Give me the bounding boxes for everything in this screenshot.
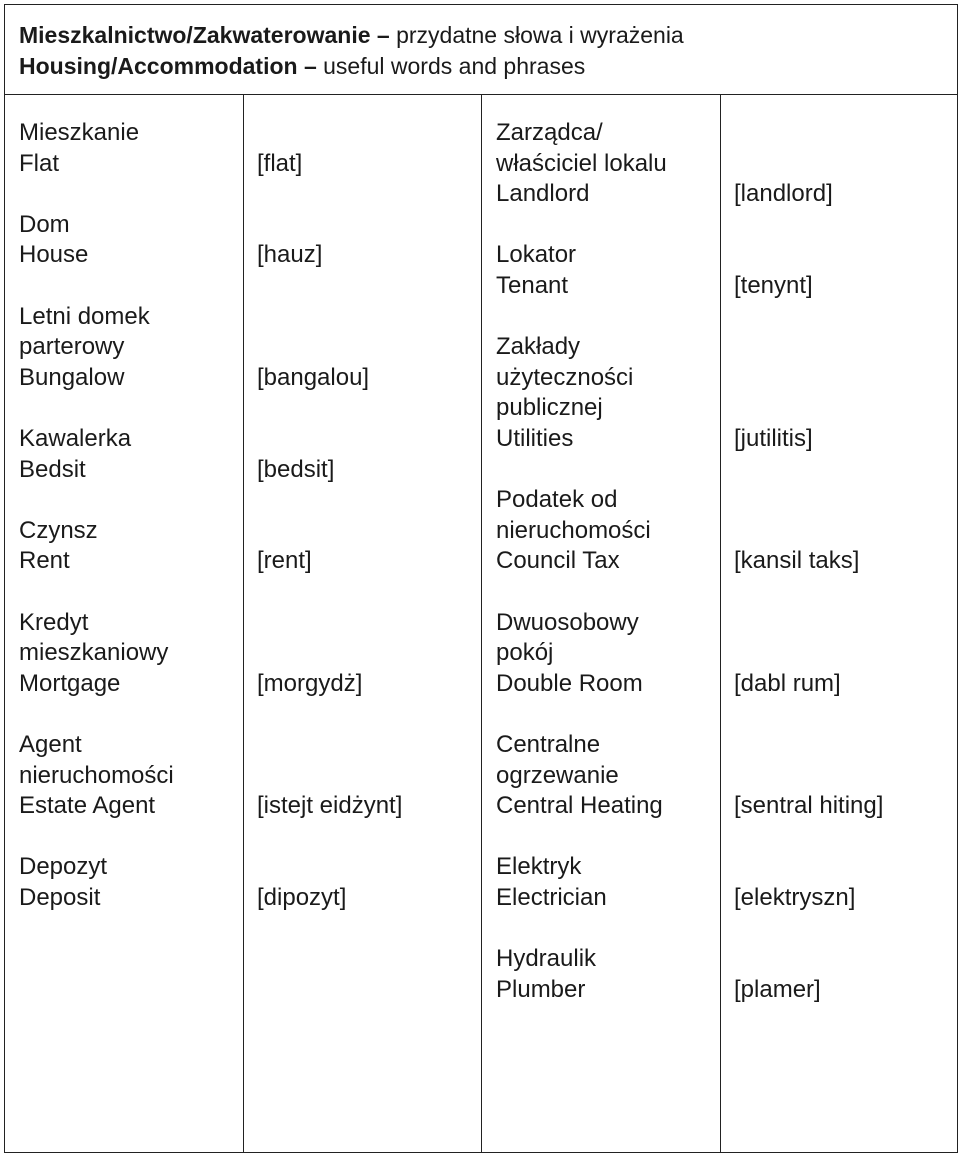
pronunciation: [bedsit] — [257, 455, 335, 483]
header-subtitle-polish: przydatne słowa i wyrażenia — [396, 22, 684, 48]
column-divider — [720, 94, 721, 1152]
pronunciation: [landlord] — [734, 180, 833, 208]
english-term: House — [19, 241, 89, 269]
english-term: Plumber — [496, 975, 586, 1003]
column-divider — [481, 94, 482, 1152]
polish-term: Centralne — [496, 731, 601, 758]
pronunciation: [plamer] — [734, 975, 821, 1003]
column-divider — [243, 94, 244, 1152]
pronunciation: [rent] — [257, 547, 312, 575]
pronunciation: [hauz] — [257, 241, 323, 269]
english-term: Estate Agent — [19, 792, 156, 820]
polish-term: Hydraulik — [496, 945, 597, 973]
pronunciation: [istejt eidżynt] — [257, 792, 403, 820]
pronunciation: [tenynt] — [734, 272, 813, 299]
polish-term: Letni domek — [19, 302, 150, 330]
pronunciation: [dipozyt] — [257, 884, 347, 911]
english-term: Bedsit — [19, 455, 86, 483]
polish-term: Lokator — [496, 241, 577, 269]
polish-term: Elektryk — [496, 853, 582, 881]
english-term: Mortgage — [19, 669, 121, 697]
pronunciation: [morgydż] — [257, 669, 363, 697]
header-title-polish: Mieszkalnictwo/Zakwaterowanie — [19, 22, 371, 48]
pronunciation: [sentral hiting] — [734, 792, 884, 820]
polish-term: właściciel lokalu — [496, 149, 667, 177]
header-dash: – — [376, 22, 390, 48]
pronunciation: [flat] — [257, 149, 303, 177]
sheet-header — [5, 5, 957, 95]
english-term: Bungalow — [19, 363, 125, 391]
english-term: Double Room — [496, 669, 643, 697]
pronunciation: [dabl rum] — [734, 669, 841, 697]
polish-term: Kredyt — [19, 608, 89, 636]
pronunciation: [kansil taks] — [734, 547, 860, 575]
polish-term: pokój — [496, 639, 554, 667]
english-term: Deposit — [19, 884, 101, 911]
polish-term: Mieszkanie — [19, 119, 140, 146]
polish-term: Agent — [19, 731, 82, 758]
polish-term: publicznej — [496, 394, 603, 422]
english-term: Council Tax — [496, 547, 620, 575]
header-subtitle-english: useful words and phrases — [323, 53, 586, 79]
polish-term: Dom — [19, 210, 70, 238]
polish-term: Depozyt — [19, 853, 108, 881]
english-term: Central Heating — [496, 792, 663, 820]
pronunciation: [bangalou] — [257, 363, 370, 391]
polish-term: Zakłady — [496, 333, 581, 361]
header-title-english: Housing/Accommodation — [19, 53, 298, 79]
polish-term: nieruchomości — [19, 761, 174, 789]
english-term: Electrician — [496, 884, 607, 911]
polish-term: Dwuosobowy — [496, 608, 639, 636]
polish-term: Zarządca/ — [496, 119, 603, 146]
polish-term: ogrzewanie — [496, 761, 619, 789]
pronunciation: [jutilitis] — [734, 425, 813, 452]
english-term: Rent — [19, 547, 70, 575]
polish-term: parterowy — [19, 333, 125, 361]
english-term: Utilities — [496, 425, 574, 452]
english-term: Flat — [19, 149, 60, 177]
english-term: Landlord — [496, 180, 590, 208]
polish-term: Podatek od — [496, 486, 618, 514]
vocabulary-sheet — [4, 4, 958, 1153]
polish-term: nieruchomości — [496, 516, 651, 544]
pronunciation: [elektryszn] — [734, 884, 856, 911]
polish-term: mieszkaniowy — [19, 639, 169, 667]
header-dash: – — [303, 53, 317, 79]
polish-term: Kawalerka — [19, 425, 132, 452]
polish-term: Czynsz — [19, 516, 98, 544]
header-line-polish — [19, 20, 684, 50]
polish-term: użyteczności — [496, 363, 634, 391]
header-line-english — [19, 51, 585, 81]
english-term: Tenant — [496, 272, 569, 299]
